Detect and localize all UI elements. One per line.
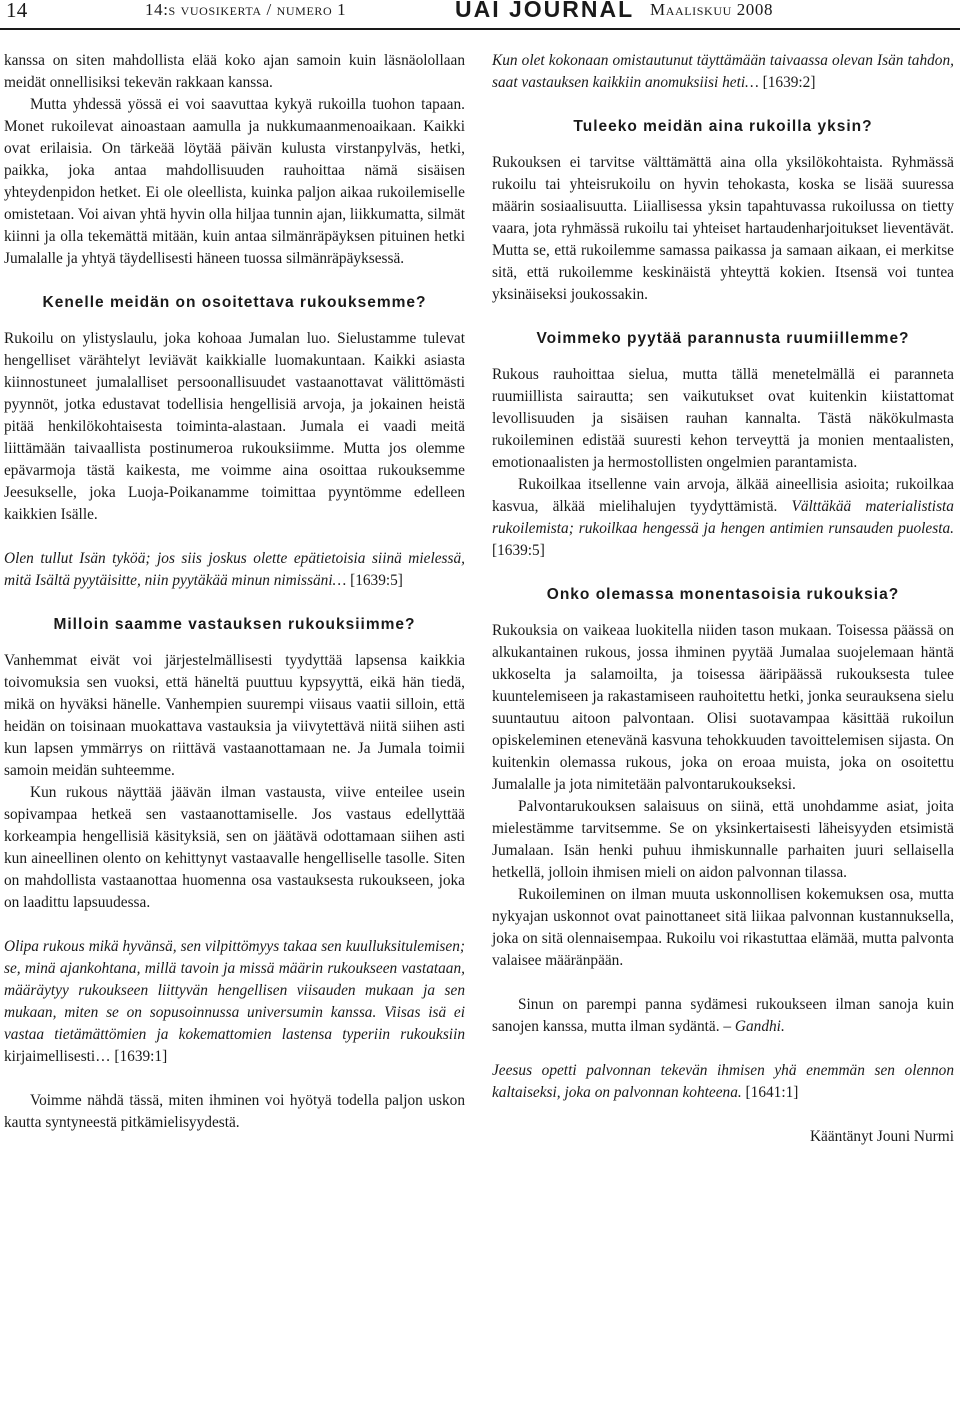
right-column — [492, 50, 954, 1148]
paragraph: Rukoileminen on ilman muuta uskonnollisen kokemuksen osa, mutta nykyajan uskonnot ovat painottaneet sitä liikaa palvonnan kustannuksella, joka on sitä olennaisempaa. Rukoilu voi rikastuttaa elämää, mutta palvonta valaisee määränpään. — [492, 886, 954, 969]
paragraph: Rukouksen ei tarvitse välttämättä aina olla yksilökohtaista. Ryhmässä rukoilu tai yhteisrukoilu on hyvin tehokasta, koska se lisää suuressa määrin sosiaalisuutta. Liiallisessa yksin tapahtuvassa rukoilussa on tietty vaara, jota ryhmässä rukoilu tai yhteiset hartaudenharjoitukset lieventävät. Mutta se, että rukoilemme samassa paikassa ja samaan aikaan, ei merkitse sitä, että rukoilemme keskinäistä yhteyttä kokien. Itsensä voi tuntea yksinäiseksi joukossakin. — [492, 154, 954, 303]
section-heading: Voimmeko pyytää parannusta ruumiillemme? — [536, 330, 910, 347]
quote-text: Jeesus opetti palvonnan tekevän ihmisen yhä enemmän sen olennon kaltaiseksi, joka on palvonnan kohteena. — [492, 1062, 954, 1101]
page-header — [0, 0, 960, 30]
quote-reference: kirjaimellisesti… [1639:1] — [4, 1048, 168, 1065]
quote-text: Olen tullut Isän tyköä; jos siis joskus olette epätietoisia siinä mielessä, mitä Isältä pyytäisitte, niin pyytäkää minun nimissäni… — [4, 550, 465, 589]
page-number: 14 — [6, 0, 28, 22]
section-heading: Tuleeko meidän aina rukoilla yksin? — [573, 118, 873, 135]
paragraph-lead: Rukoilkaa itsellenne vain arvoja, älkää aineellisia asioita; rukoilkaa kasvua, älkää mielihalujen tyydyttämistä. — [492, 476, 954, 515]
paragraph: Rukoilu on ylistyslaulu, joka kohoaa Jumalan luo. Sielustamme tulevat hengelliset värähtelyt leviävät kaikkialle luomakuntaan. Kaikki asiasta kiinnostuneet jumalalliset persoonallisuudet vastaanottavat välittömästi pyynnöt, jotka edustavat todellisia hengellisiä arvoja, ja jokainen heistä pitää henkilökohtaisesta toiminta-alastaan. Jumala ei vaadi meitä liittämään taivaallista postinumeroa rukouksiimme. Mutta jos olemme epävarmoja tästä kaikesta, me voimme aina osoittaa rukouksemme Jeesukselle, joka Luoja-Poikanamme toimittaa pyyntömme edelleen kaikkien Isälle. — [4, 330, 465, 523]
paragraph: Mutta yhdessä yössä ei voi saavuttaa kykyä rukoilla tuohon tapaan. Monet rukoilevat ainoastaan aamulla ja nukkumaanmenoaikaan. Kaikki ovat erilaisia. On tärkeää löytää päivän kulusta virstanpylväs, hetki, paikka, joka antaa mahdollisuuden rauhoittaa nämä sisäisen yhteydenpidon hetket. Ei ole oleellista, kuinka paljon aikaa rukoilemiselle omistetaan. Voi aivan yhtä hyvin olla hiljaa tunnin ajan, liikkumatta, silmät kiinni ja olla tekemättä mitään, kuin antaa silmänräpäyksen pituinen hetki Jumalalle ja yhtyä täydellisesti häneen tuossa silmänräpäyksessä. — [4, 96, 465, 267]
issue-date: Maaliskuu 2008 — [650, 0, 774, 19]
journal-title: UAI JOURNAL — [455, 0, 635, 22]
paragraph: Rukouksia on vaikeaa luokitella niiden tason mukaan. Toisessa päässä on alkukantainen rukous, jossa ihminen pyytää Jumalaa suojelemaan häntä ukkoselta ja salamoilta, ja toisessa ääripäässä rukouksesta tulee kuuntelemiseen ja rakastamiseen rauhoitettu hetki, jonka seurauksena sielu suuntautuu aitoon palvontaan. Olisi suotavampaa käsittää rukoilun opiskeleminen etenevänä kasvuna tehokkuuden tavoittelemisen sijasta. On kuitenkin olemassa rukous, joka on eroaa muista, joka on osoitettu Jumalalle ja jota nimitetään palvontarukoukseksi. — [492, 622, 954, 793]
inline-quote: Välttäkää materialistista rukoilemista; rukoilkaa hengessä ja hengen antimien runsauden puolesta. — [492, 498, 954, 537]
paragraph — [492, 994, 954, 1038]
quote — [4, 936, 465, 1068]
attribution: – Gandhi. — [723, 1018, 785, 1035]
paragraph: Voimme nähdä tässä, miten ihminen voi hyötyä todella paljon uskon kautta syntyneestä pitkämielisyydestä. — [4, 1092, 465, 1131]
quote-text: Olipa rukous mikä hyvänsä, sen vilpittömyys takaa sen kuulluksitulemisen; se, minä ajankohtana, millä tavoin ja missä määrin rukoukseen vastataan, määräytyy rukoukseen liittyvän hengellisen viisauden mukaan ja sen mukaan, miten se on sopusoinnussa universumin kanssa. Viisas isä ei vastaa tietämättömien ja kokemattomien lastensa typeriin rukouksiin — [4, 938, 465, 1043]
quote-reference: [1639:2] — [762, 74, 816, 91]
quote-reference: [1639:5] — [492, 542, 545, 559]
left-column — [4, 50, 465, 1134]
quote — [492, 1060, 954, 1104]
paragraph — [492, 474, 954, 562]
paragraph: Rukous rauhoittaa sielua, mutta tällä menetelmällä ei paranneta ruumiillista sairautta; sen vaikutukset ovat kuitenkin kiistattomat levollisuuden ja sisäisen rauhan kannalta. Tästä näkökulmasta rukoileminen edistää suuresti kehon terveyttä ja monien mentaalisten, emotionaalisten ja hermostollisten ongelmien parantamista. — [492, 366, 954, 471]
paragraph: Vanhemmat eivät voi järjestelmällisesti tyydyttää lapsensa kaikkia toivomuksia sen vuoksi, että häneltä puuttuu kypsyyttä, eikä hän tiedä, mikä on hyväksi hänelle. Vanhempien suurempi viisaus vaatii silloin, että heidän on toisinaan muokattava vastauksia ja viivytettävä niitä siihen asti kun lapsen ymmärrys on riittävä vastaanottamaan ne. Ja Jumala toimii samoin meidän suhteemme. — [4, 652, 465, 779]
paragraph: Kun rukous näyttää jäävän ilman vastausta, viive enteilee usein sopivampaa hetkeä sen vastaanottamiselle. Jos vastaus edellyttää korkeampia hengellisiä käsityksiä, sen on jäätävä odottamaan siihen asti kun aineellinen olento on kehittynyt vastaavalle hengelliselle tasolle. Siten on mahdollista vastaanottaa huomenna osa vastauksesta rukoukseen, joka on laadittu lapsuudessa. — [4, 784, 465, 911]
issue-label: 14:s vuosikerta / numero 1 — [145, 0, 347, 19]
section-heading: Onko olemassa monentasoisia rukouksia? — [546, 586, 900, 603]
quote — [4, 548, 465, 592]
translator-credit: Kääntänyt Jouni Nurmi — [809, 1128, 954, 1145]
quote-reference: [1641:1] — [745, 1084, 799, 1101]
quote-reference: [1639:5] — [350, 572, 403, 589]
section-heading: Kenelle meidän on osoitettava rukouksemme? — [42, 294, 427, 311]
paragraph: kanssa on siten mahdollista elää koko ajan samoin kuin läsnäolollaan meidät onnellisiksi tekevän rakkaan kanssa. — [4, 52, 465, 91]
header-rule — [0, 28, 960, 30]
section-heading: Milloin saamme vastauksen rukouksiimme? — [53, 616, 416, 633]
quote-text: Kun olet kokonaan omistautunut täyttämään taivaassa olevan Isän tahdon, saat vastauksen kaikkiin anomuksiisi heti… — [492, 52, 954, 91]
paragraph: Palvontarukouksen salaisuus on siinä, että unohdamme asiat, joita mielestämme tarvitsemme. Se on yksinkertaisesti läheisyyden etsimistä Jumalaan. Isän henki puhuu ihmiskunnalle parhaiten juuri sellaisella hetkellä, jolloin ihmisen mieli on aidon palvonnan tilassa. — [492, 798, 954, 881]
quote — [492, 50, 954, 94]
gandhi-quote: Sinun on parempi panna sydämesi rukoukseen ilman sanoja kuin sanojen kanssa, mutta ilman sydäntä. — [492, 996, 954, 1035]
